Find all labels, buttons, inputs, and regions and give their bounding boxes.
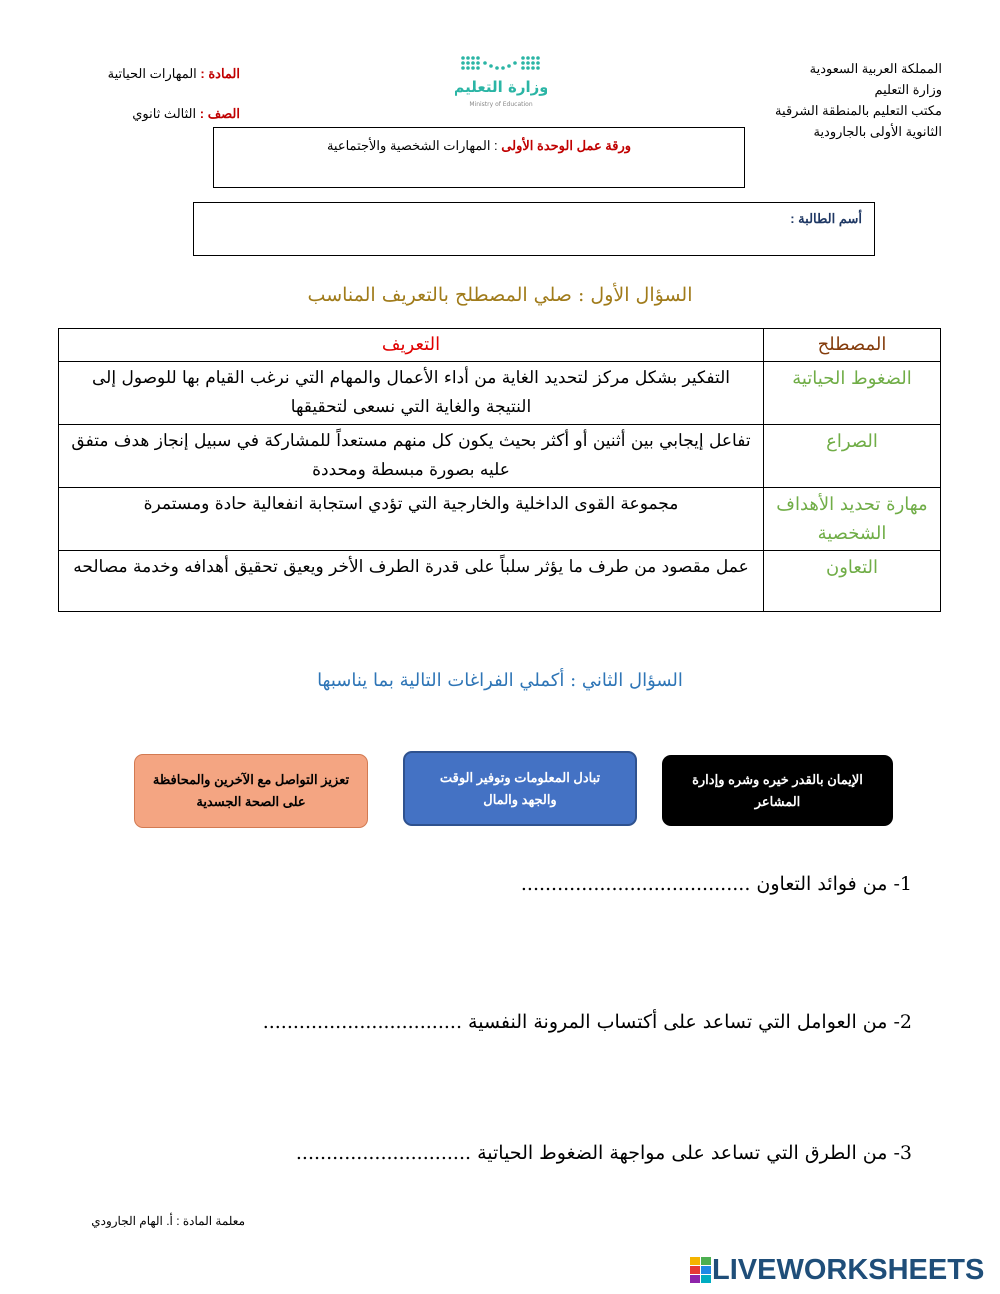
table-header-row	[59, 329, 941, 362]
fill-item-1[interactable]: 1- من فوائد التعاون ......................................	[520, 873, 912, 895]
subject-label: المادة :	[200, 66, 240, 81]
matching-table	[58, 328, 941, 612]
term-cell[interactable]: الضغوط الحياتية	[764, 362, 941, 425]
worksheet-title-box	[213, 127, 745, 188]
ministry-logo	[455, 48, 547, 112]
ministry-text: وزارة التعليم	[874, 82, 942, 97]
term-cell[interactable]: التعاون	[764, 551, 941, 612]
answer-option-text: الإيمان بالقدر خيره وشره وإدارة المشاعر	[692, 771, 863, 809]
student-name-box[interactable]	[193, 202, 875, 256]
definition-cell[interactable]: التفكير بشكل مركز لتحديد الغاية من أداء الأعمال والمهام التي نرغب القيام بها للوصول إلى النتيجة والغاية التي نسعى لتحقيقها	[59, 362, 764, 425]
table-row	[59, 425, 941, 488]
office-text: مكتب التعليم بالمنطقة الشرقية	[775, 103, 942, 118]
question1-title: السؤال الأول : صلي المصطلح بالتعريف المناسب	[307, 284, 693, 306]
definition-cell[interactable]: مجموعة القوى الداخلية والخارجية التي تؤدي استجابة انفعالية حادة ومستمرة	[59, 488, 764, 551]
answer-option-2[interactable]	[403, 751, 637, 826]
liveworksheets-text: LIVEWORKSHEETS	[712, 1253, 985, 1286]
answer-option-3[interactable]	[134, 754, 368, 828]
liveworksheets-icon	[690, 1257, 712, 1283]
worksheet-title-label: ورقة عمل الوحدة الأولى	[501, 138, 632, 153]
header-term: المصطلح	[764, 329, 941, 362]
answer-option-text: تعزيز التواصل مع الآخرين والمحافظة على الصحة الجسدية	[152, 772, 350, 809]
logo-subtext: Ministry of Education	[469, 101, 533, 108]
definition-cell[interactable]: عمل مقصود من طرف ما يؤثر سلباً على قدرة الطرف الأخر ويعيق تحقيق أهدافه وخدمة مصالحه	[59, 551, 764, 612]
question2-title: السؤال الثاني : أكملي الفراغات التالية بما يناسبها	[317, 670, 683, 691]
table-row	[59, 551, 941, 612]
ministry-logo-icon	[455, 48, 547, 112]
term-cell[interactable]: الصراع	[764, 425, 941, 488]
school-text: الثانوية الأولى بالجارودية	[813, 124, 942, 139]
grade-value: الثالث ثانوي	[132, 106, 197, 121]
liveworksheets-logo	[690, 1253, 984, 1287]
term-cell[interactable]: مهارة تحديد الأهداف الشخصية	[764, 488, 941, 551]
fill-item-3[interactable]: 3- من الطرق التي تساعد على مواجهة الضغوط الحياتية .............................	[295, 1142, 912, 1164]
worksheet-title-value: : المهارات الشخصية والأجتماعية	[326, 138, 498, 153]
kingdom-text: المملكة العربية السعودية	[809, 61, 942, 76]
table-row	[59, 362, 941, 425]
answer-option-1[interactable]	[662, 755, 893, 826]
fill-item-2[interactable]: 2- من العوامل التي تساعد على أكتساب المرونة النفسية .................................	[262, 1011, 912, 1033]
student-name-label: أسم الطالبة :	[790, 211, 862, 226]
answer-option-text: تبادل المعلومات وتوفير الوقت والجهد والمال	[439, 769, 601, 807]
header-definition: التعريف	[59, 329, 764, 362]
grade-label: الصف :	[199, 106, 240, 121]
definition-cell[interactable]: تفاعل إيجابي بين أثنين أو أكثر بحيث يكون كل منهم مستعداً للمشاركة في سبيل إنجاز هدف متفق عليه بصورة مبسطة ومحددة	[59, 425, 764, 488]
logo-text: وزارة التعليم	[455, 78, 547, 96]
teacher-name: معلمة المادة : أ. الهام الجارودي	[91, 1214, 245, 1228]
subject-value: المهارات الحياتية	[107, 66, 197, 81]
table-row	[59, 488, 941, 551]
subject-row	[60, 66, 240, 106]
